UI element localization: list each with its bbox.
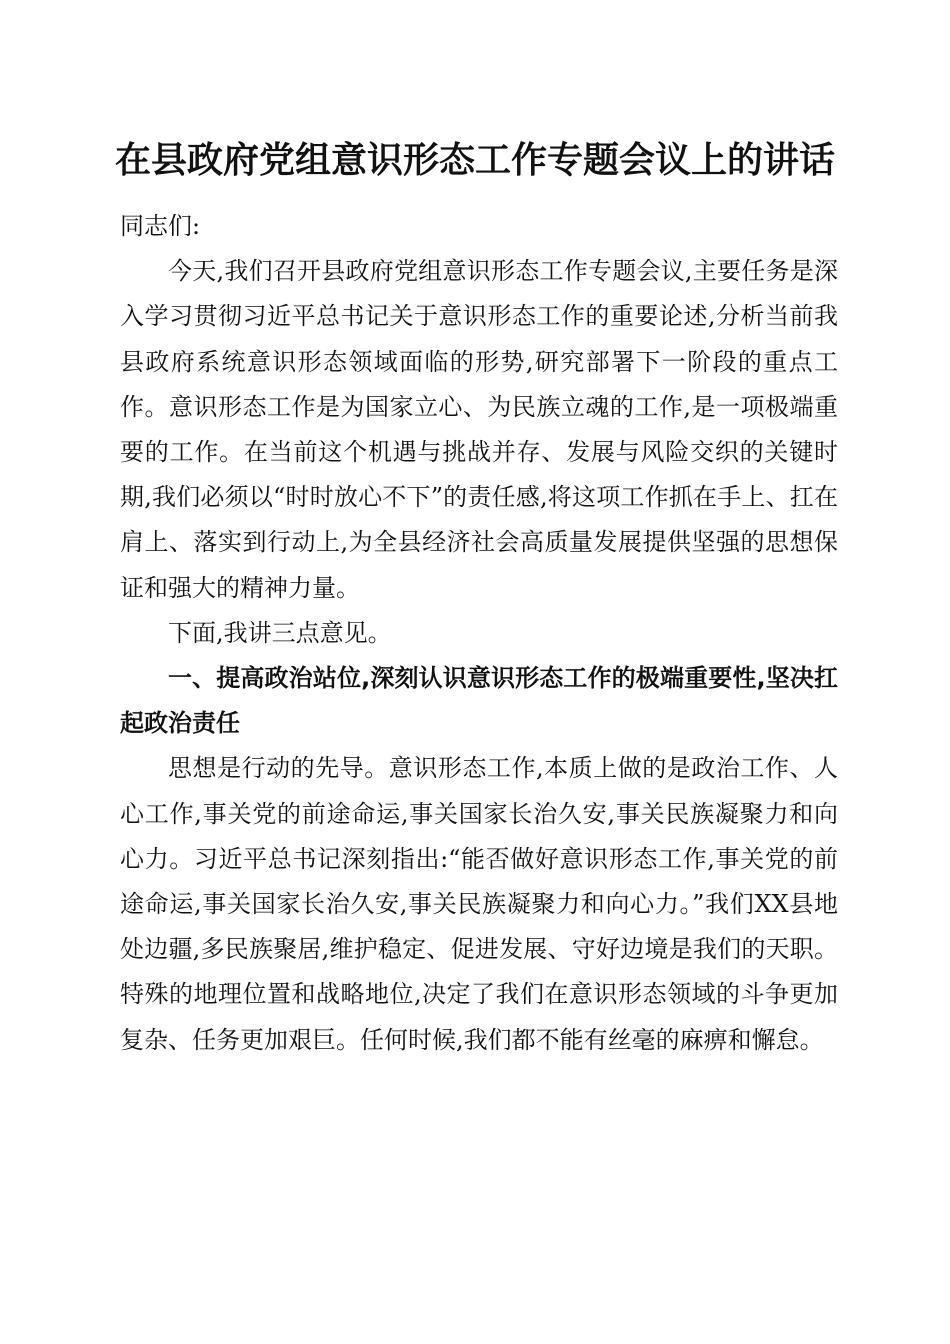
document-body: [120, 204, 838, 1063]
paragraph-intro: 今天,我们召开县政府党组意识形态工作专题会议,主要任务是深入学习贯彻习近平总书记关于意识形态工作的重要论述,分析当前我县政府系统意识形态领域面临的形势,研究部署下一阶段的重点工作。意识形态工作是为国家立心、为民族立魂的工作,是一项极端重要的工作。在当前这个机遇与挑战并存、发展与风险交织的关键时期,我们必须以“时时放心不下”的责任感,将这项工作抓在手上、扛在肩上、落实到行动上,为全县经济社会高质量发展提供坚强的思想保证和强大的精神力量。: [120, 257, 838, 602]
paragraph-transition: 下面,我讲三点意见。: [168, 618, 392, 647]
section-heading-1: 一、提高政治站位,深刻认识意识形态工作的极端重要性,坚决扛起政治责任: [120, 664, 838, 738]
section-1-paragraph: 思想是行动的先导。意识形态工作,本质上做的是政治工作、人心工作,事关党的前途命运,事关国家长治久安,事关民族凝聚力和向心力。习近平总书记深刻指出:“能否做好意识形态工作,事关党的前途命运,事关国家长治久安,事关民族凝聚力和向心力。”我们XX县地处边疆,多民族聚居,维护稳定、促进发展、守好边境是我们的天职。特殊的地理位置和战略地位,决定了我们在意识形态领域的斗争更加复杂、任务更加艰巨。任何时候,我们都不能有丝毫的麻痹和懈怠。: [120, 754, 838, 1054]
salutation: 同志们:: [120, 212, 201, 240]
document-title: 在县政府党组意识形态工作专题会议上的讲话: [114, 139, 835, 181]
